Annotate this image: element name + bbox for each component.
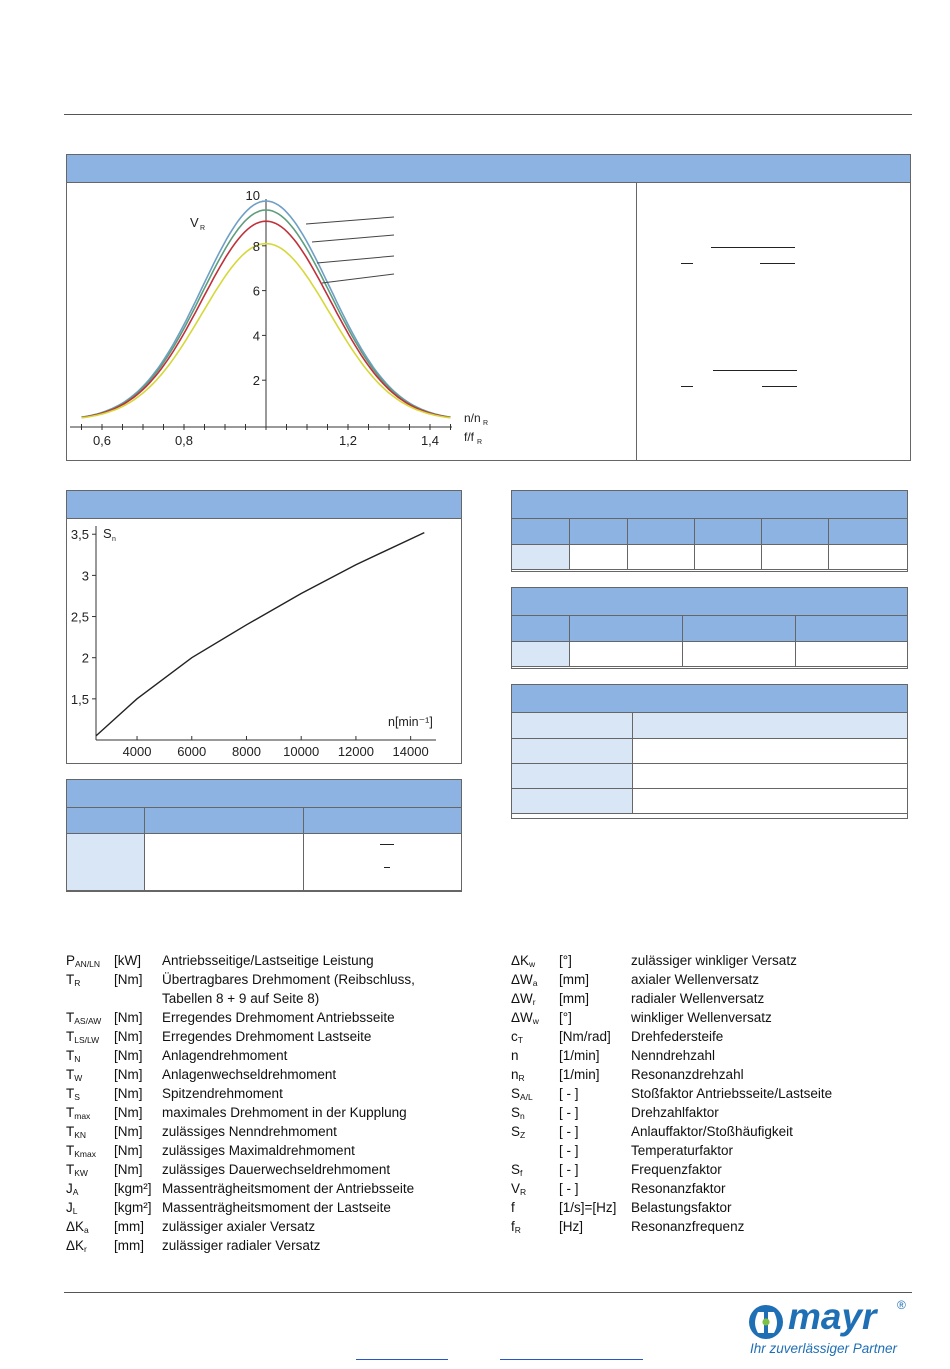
resonance-x-tick-label: 1,2 — [338, 433, 358, 448]
formula-line — [711, 247, 795, 248]
legend-symbol: $T_S$ — [66, 1086, 80, 1102]
table-cell — [628, 545, 695, 570]
right-table-2 — [511, 615, 908, 667]
legend-description: zulässiger axialer Versatz — [162, 1219, 316, 1234]
legend-symbol: $T_{KN}$ — [66, 1124, 87, 1140]
legend-symbol: $T_{LS/LW}$ — [66, 1029, 100, 1045]
speed-factor-chart — [66, 518, 461, 762]
table-cell — [829, 545, 908, 570]
legend-description: Anlagendrehmoment — [162, 1048, 288, 1063]
leader-line — [322, 274, 394, 283]
legend-symbol: n — [511, 1048, 519, 1063]
legend-description: Drehzahlfaktor — [631, 1105, 719, 1120]
legend-symbol: $n_R$ — [511, 1067, 525, 1083]
resonance-y-tick-label: 4 — [252, 328, 260, 344]
legend-unit: [Nm] — [114, 1162, 143, 1177]
legend-symbol: $\Delta K_w$ — [511, 953, 536, 969]
legend-description: Resonanzfrequenz — [631, 1219, 745, 1234]
legend-symbol: $\Delta K_r$ — [66, 1238, 87, 1254]
legend-symbol: $S_{A/L}$ — [511, 1086, 533, 1102]
legend-symbol: $c_T$ — [511, 1029, 523, 1045]
table-cell — [570, 545, 628, 570]
legend-unit: [kgm²] — [114, 1181, 152, 1196]
legend-symbol: $P_{AN/LN}$ — [66, 953, 101, 969]
speed-factor-x-tick-label: 14000 — [392, 744, 429, 759]
formula-line — [380, 844, 394, 845]
legend-symbol: $J_A$ — [66, 1181, 79, 1197]
table-cell — [762, 545, 829, 570]
speed-factor-x-tick-label: 4000 — [122, 744, 152, 759]
resonance-x-tick-label: 0,8 — [174, 433, 194, 448]
resonance-chart — [66, 183, 636, 459]
mayr-logo-mark-icon — [748, 1302, 788, 1342]
legend-description: radialer Wellenversatz — [631, 991, 765, 1006]
table-cell — [512, 739, 633, 764]
legend-symbol: $T_W$ — [66, 1067, 83, 1083]
resonance-x-tick-label: 0,6 — [92, 433, 112, 448]
table-cell — [67, 834, 145, 891]
speed-factor-y-tick-label: 2 — [81, 650, 89, 666]
speed-factor-x-tick-label: 6000 — [177, 744, 207, 759]
speed-factor-panel-header — [67, 491, 461, 519]
legend-description: Resonanzfaktor — [631, 1181, 726, 1196]
leader-line — [317, 256, 394, 263]
legend-unit: [mm] — [114, 1238, 144, 1253]
table-cell — [633, 789, 908, 814]
leader-line — [306, 217, 394, 224]
legend-description: Erregendes Drehmoment Antriebsseite — [162, 1010, 395, 1025]
legend-symbol: $S_n$ — [511, 1105, 525, 1121]
legend-unit: [Nm] — [114, 1143, 143, 1158]
resonance-y-axis-label: V — [190, 215, 199, 230]
table-cell — [695, 519, 762, 545]
leader-line — [312, 235, 394, 242]
brand-slogan: Ihr zuverlässiger Partner — [750, 1341, 898, 1356]
legend-description: Resonanzdrehzahl — [631, 1067, 744, 1082]
table-cell — [512, 713, 633, 739]
legend-description: Spitzendrehmoment — [162, 1086, 283, 1101]
legend-unit: [Nm/rad] — [559, 1029, 611, 1044]
footer-link-underline[interactable] — [356, 1359, 448, 1360]
legend-unit: [ - ] — [559, 1086, 579, 1101]
resonance-x-tick-label: 1,4 — [420, 433, 440, 448]
table-cell — [633, 739, 908, 764]
table-cell — [67, 808, 145, 834]
table-cell — [633, 764, 908, 789]
table-cell — [304, 834, 462, 891]
legend-symbol: $T_R$ — [66, 972, 81, 988]
formula-line — [762, 386, 797, 387]
table-cell — [512, 519, 570, 545]
legend-description: Erregendes Drehmoment Lastseite — [162, 1029, 372, 1044]
mayr-logo — [748, 1298, 913, 1360]
bottom-left-panel-header — [67, 780, 461, 808]
legend-description: Tabellen 8 + 9 auf Seite 8) — [162, 991, 320, 1006]
table-cell — [512, 642, 570, 667]
speed-factor-y-axis-label: S — [103, 526, 112, 541]
legend-unit: [ - ] — [559, 1105, 579, 1120]
resonance-x-axis-label-2: f/f — [464, 430, 475, 444]
legend-symbol: $V_R$ — [511, 1181, 527, 1197]
legend-unit: [°] — [559, 1010, 572, 1025]
table-cell — [512, 764, 633, 789]
top-rule — [64, 114, 912, 115]
legend-description: axialer Wellenversatz — [631, 972, 760, 987]
legend-description: zulässiger winkliger Versatz — [631, 953, 797, 968]
legend-description: winkliger Wellenversatz — [631, 1010, 772, 1025]
legend-unit: [mm] — [559, 972, 589, 987]
legend-unit: [kW] — [114, 953, 141, 968]
legend-symbol: $T_{AS/AW}$ — [66, 1010, 102, 1026]
legend-description: Nenndrehzahl — [631, 1048, 716, 1063]
speed-factor-x-tick-label: 12000 — [337, 744, 374, 759]
legend-description: Belastungsfaktor — [631, 1200, 732, 1215]
speed-factor-y-tick-label: 3 — [81, 568, 89, 584]
table-cell — [512, 545, 570, 570]
legend-symbol: $T_N$ — [66, 1048, 81, 1064]
legend-symbol: $\Delta W_a$ — [511, 972, 538, 988]
legend-symbol: $S_Z$ — [511, 1124, 526, 1140]
speed-factor-y-tick-label: 1,5 — [70, 691, 89, 707]
speed-factor-x-axis-label: n[min⁻¹] — [388, 715, 433, 729]
table-cell — [829, 519, 908, 545]
table-cell — [628, 519, 695, 545]
legend-unit: [Nm] — [114, 1067, 143, 1082]
legend-symbol: $J_L$ — [66, 1200, 78, 1216]
resonance-x-axis-label-1-sub: R — [483, 420, 489, 427]
table-cell — [145, 808, 304, 834]
registered-mark: ® — [897, 1298, 906, 1312]
legend-symbol: $\Delta K_a$ — [66, 1219, 89, 1235]
bottom-rule — [64, 1292, 912, 1293]
legend-description: Anlagenwechseldrehmoment — [162, 1067, 337, 1082]
legend-description: Drehfedersteife — [631, 1029, 724, 1044]
resonance-x-axis-label-2-sub: R — [477, 439, 483, 446]
table-cell — [796, 616, 908, 642]
table-cell — [570, 642, 683, 667]
legend-unit: [°] — [559, 953, 572, 968]
symbol-legend-left — [66, 951, 486, 1261]
bottom-left-table — [66, 807, 462, 891]
speed-factor-x-tick-label: 8000 — [232, 744, 261, 759]
legend-symbol: $\Delta W_r$ — [511, 991, 536, 1007]
resonance-y-tick-label: 8 — [252, 238, 260, 254]
footer-link-underline[interactable] — [500, 1359, 643, 1360]
resonance-y-tick-label: 2 — [252, 373, 260, 389]
table-cell — [762, 519, 829, 545]
formula-line — [713, 370, 797, 371]
legend-unit: [mm] — [114, 1219, 144, 1234]
legend-unit: [ - ] — [559, 1162, 579, 1177]
resonance-panel-divider — [636, 183, 637, 460]
table-cell — [695, 545, 762, 570]
legend-unit: [Nm] — [114, 1124, 143, 1139]
table-cell — [570, 616, 683, 642]
legend-unit: [ - ] — [559, 1143, 579, 1158]
resonance-y-axis-label-sub: R — [200, 225, 206, 232]
formula-line — [681, 386, 693, 387]
table-cell — [570, 519, 628, 545]
legend-symbol: $\Delta W_w$ — [511, 1010, 539, 1026]
legend-description: maximales Drehmoment in der Kupplung — [162, 1105, 407, 1120]
table-cell — [304, 808, 462, 834]
resonance-panel-header — [67, 155, 910, 183]
legend-unit: [Nm] — [114, 1086, 143, 1101]
formula-line — [681, 263, 693, 264]
resonance-y-tick-label: 6 — [252, 283, 260, 299]
table-cell — [796, 642, 908, 667]
legend-symbol: $T_{KW}$ — [66, 1162, 88, 1178]
right-table-1-header — [512, 491, 907, 519]
right-table-2-header — [512, 588, 907, 616]
table-cell — [512, 616, 570, 642]
legend-symbol: $S_f$ — [511, 1162, 523, 1178]
table-cell — [683, 642, 796, 667]
legend-unit: [Nm] — [114, 972, 143, 987]
legend-symbol: $f_R$ — [511, 1219, 521, 1235]
table-cell — [512, 789, 633, 814]
legend-description: zulässiges Nenndrehmoment — [162, 1124, 337, 1139]
speed-factor-curve — [96, 533, 424, 736]
symbol-legend-right — [511, 951, 911, 1251]
legend-description: zulässiger radialer Versatz — [162, 1238, 321, 1253]
legend-symbol: f — [511, 1200, 515, 1215]
legend-description: Übertragbares Drehmoment (Reibschluss, — [162, 972, 415, 987]
legend-unit: [Nm] — [114, 1010, 143, 1025]
legend-description: Temperaturfaktor — [631, 1143, 734, 1158]
legend-unit: [ - ] — [559, 1181, 579, 1196]
speed-factor-y-tick-label: 2,5 — [70, 609, 89, 625]
resonance-x-axis-label-1: n/n — [464, 411, 481, 425]
legend-unit: [kgm²] — [114, 1200, 152, 1215]
brand-name: mayr — [788, 1296, 877, 1337]
right-table-1 — [511, 518, 908, 570]
legend-unit: [Nm] — [114, 1048, 143, 1063]
legend-description: Stoßfaktor Antriebsseite/Lastseite — [631, 1086, 833, 1101]
legend-unit: [1/s]=[Hz] — [559, 1200, 617, 1215]
table-cell — [145, 834, 304, 891]
formula-line — [760, 263, 795, 264]
legend-description: Antriebsseitige/Lastseitige Leistung — [162, 953, 374, 968]
right-table-3 — [511, 712, 908, 814]
resonance-y-tick-label: 10 — [245, 188, 260, 203]
table-cell — [683, 616, 796, 642]
legend-unit: [ - ] — [559, 1124, 579, 1139]
legend-unit: [Hz] — [559, 1219, 584, 1234]
legend-unit: [Nm] — [114, 1105, 143, 1120]
table-cell — [633, 713, 908, 739]
legend-unit: [1/min] — [559, 1048, 600, 1063]
legend-description: Massenträgheitsmoment der Lastseite — [162, 1200, 391, 1215]
legend-description: Anlauffaktor/Stoßhäufigkeit — [631, 1124, 793, 1139]
legend-description: zulässiges Dauerwechseldrehmoment — [162, 1162, 391, 1177]
formula-line — [384, 867, 390, 868]
speed-factor-x-tick-label: 10000 — [283, 744, 320, 759]
right-table-3-header — [512, 685, 907, 713]
legend-symbol: $T_{Kmax}$ — [66, 1143, 96, 1159]
legend-unit: [mm] — [559, 991, 589, 1006]
legend-description: Massenträgheitsmoment der Antriebsseite — [162, 1181, 415, 1196]
legend-description: zulässiges Maximaldrehmoment — [162, 1143, 355, 1158]
legend-symbol: $T_{max}$ — [66, 1105, 91, 1121]
legend-unit: [1/min] — [559, 1067, 600, 1082]
speed-factor-y-tick-label: 3,5 — [70, 527, 89, 543]
legend-unit: [Nm] — [114, 1029, 143, 1044]
legend-description: Frequenzfaktor — [631, 1162, 722, 1177]
speed-factor-y-axis-label-sub: n — [112, 536, 116, 543]
